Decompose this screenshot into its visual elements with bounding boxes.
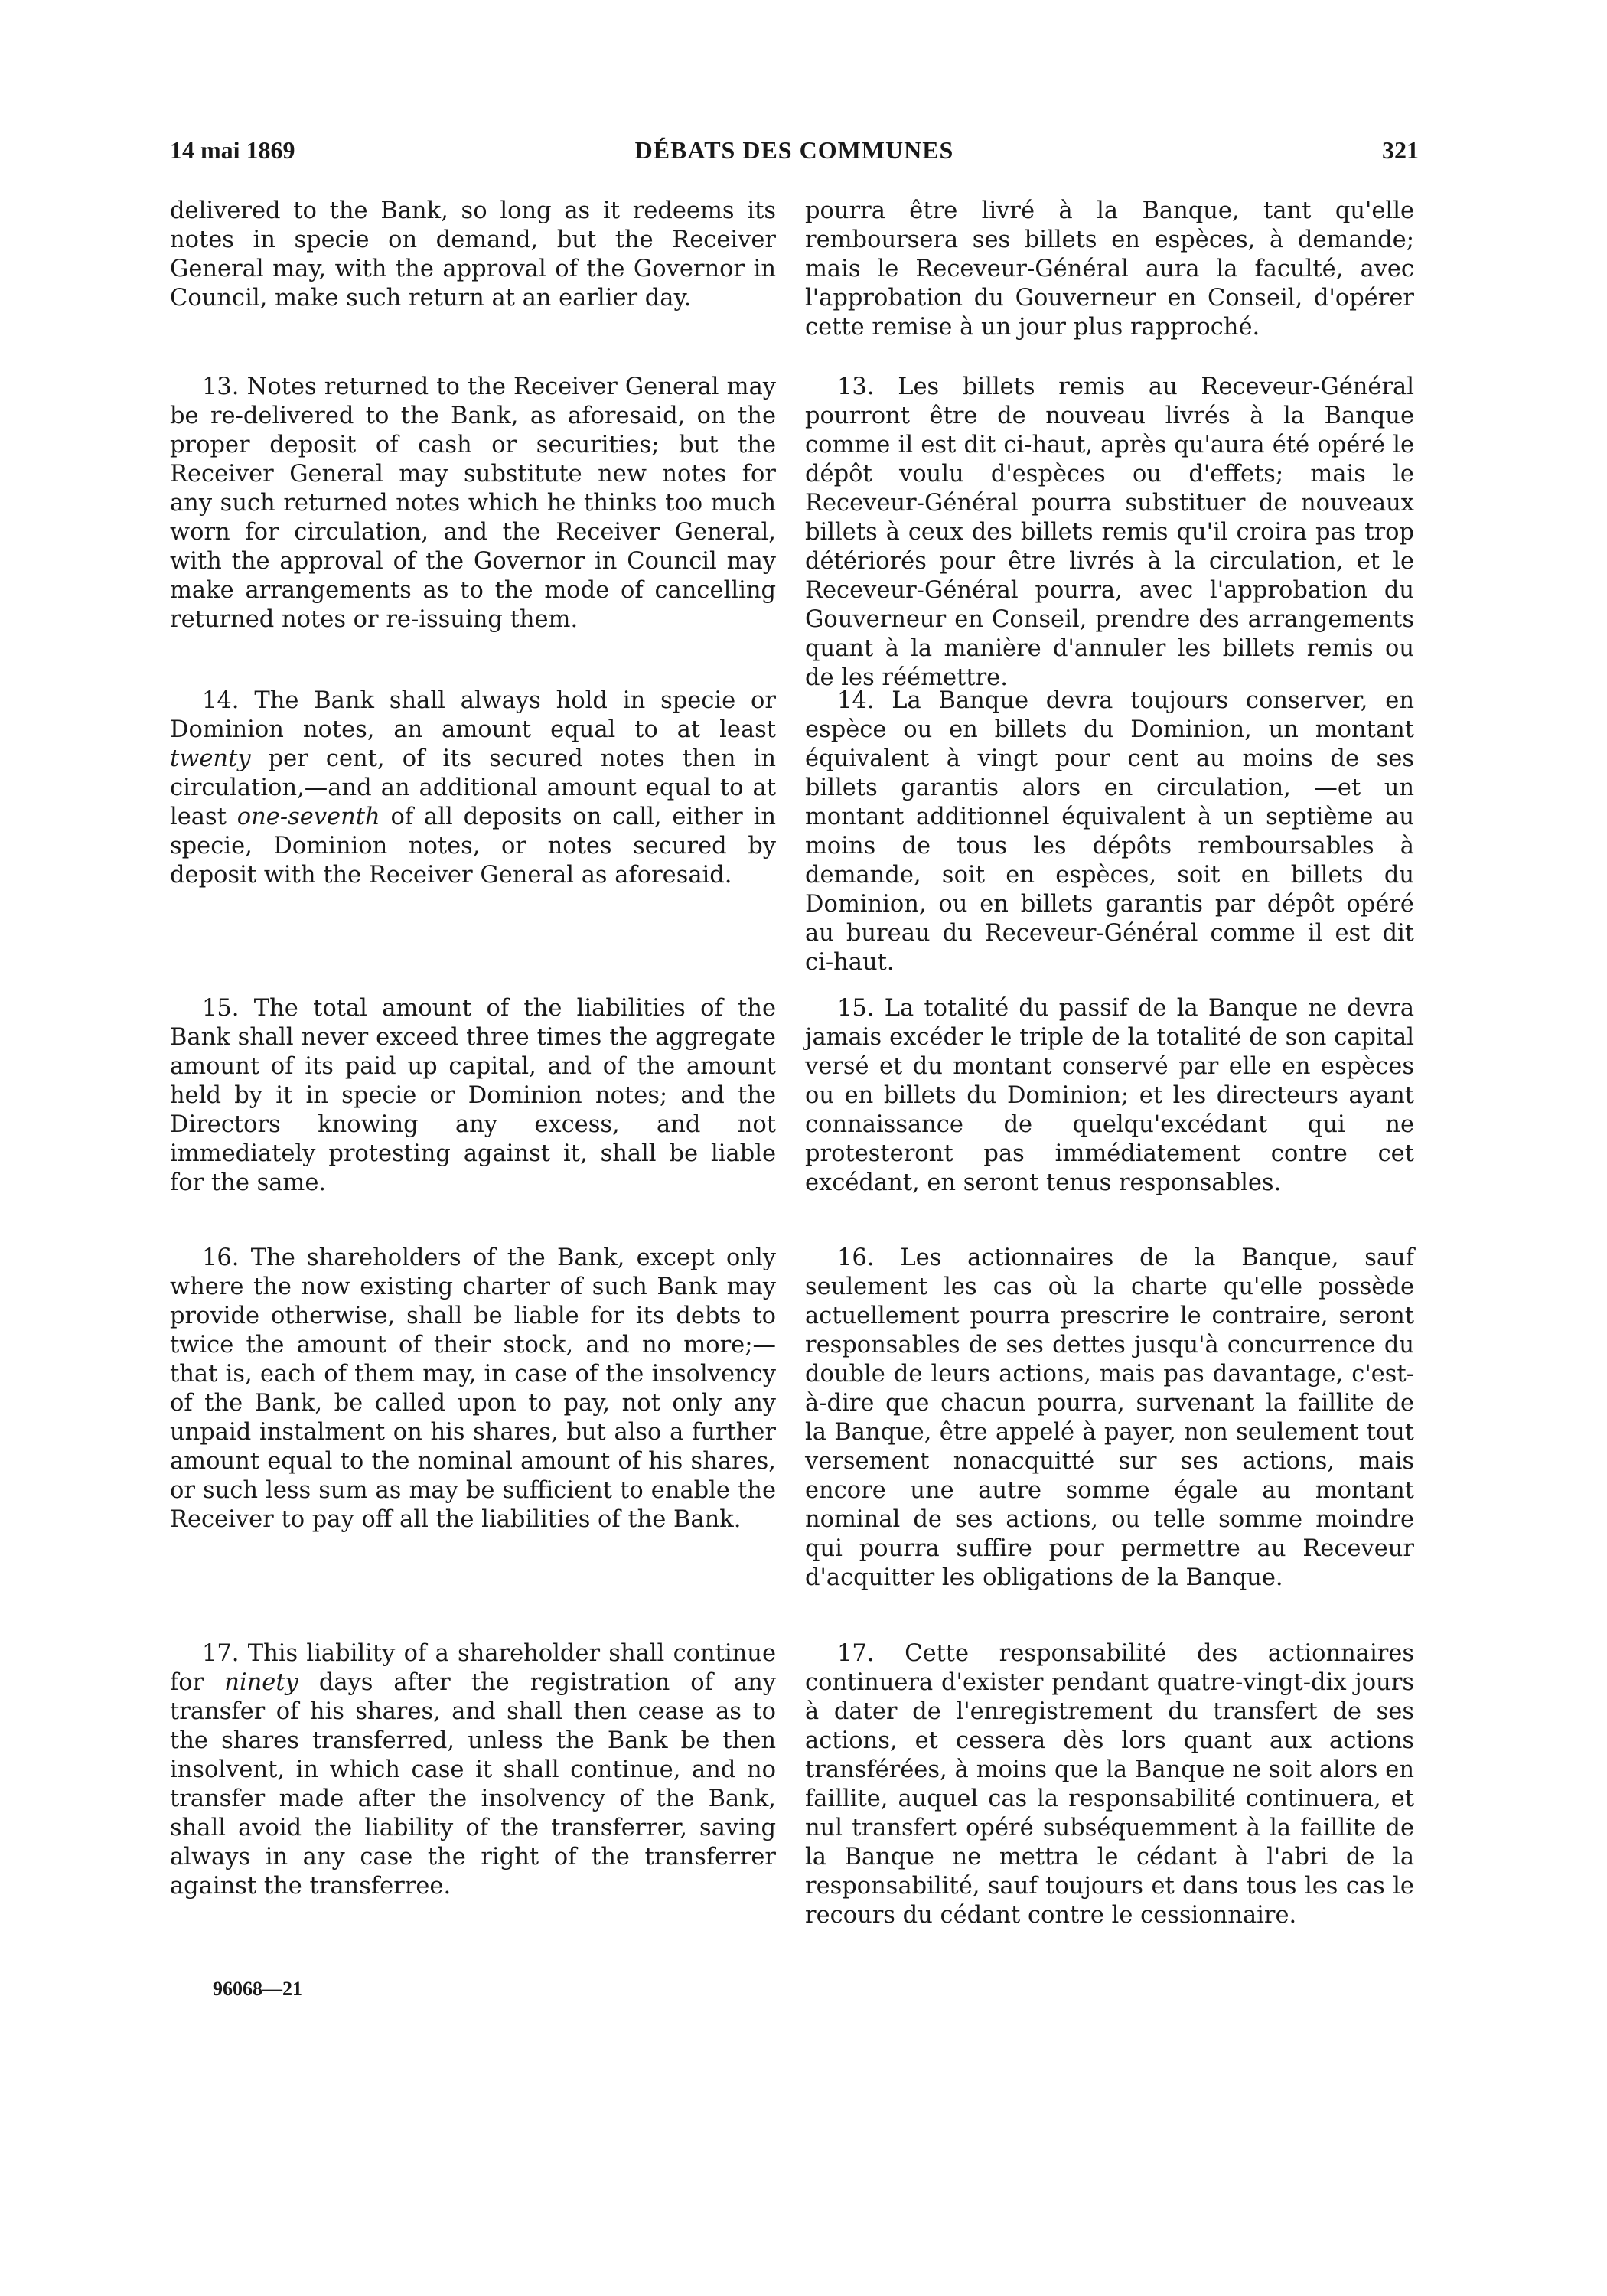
fr-paragraph-15-text: 15. La totalité du passif de la Banque ne devra jamais excéder le triple de la totalité de son capital versé et du montant conservé par elle en espèces ou en billets du Dominion; et les directeurs ayant connaissance de quelqu'excédant qui ne protesteront pas immédiatement contre cet excédant, en seront tenus responsables. [805, 995, 1414, 1196]
fr-paragraph-16-text: 16. Les actionnaires de la Banque, sauf seulement les cas où la charte qu'elle possède actuellement pourra prescrire le contraire, seront responsables de ses dettes jusqu'à concurrence du double de leurs actions, mais pas davantage, c'est-à-dire que chacun pourra, survenant la faillite de la Banque, être appelé à payer, non seulement tout versement nonacquitté sur ses actions, mais encore une autre somme égale au montant nominal de ses actions, ou telle somme moindre qui pourra suffire pour permettre au Receveur d'acquitter les obligations de la Banque. [805, 1244, 1414, 1591]
page-header [170, 136, 1419, 170]
en-paragraph-17-text-a: 17. This liability of a shareholder shall continue for [170, 1640, 776, 1696]
en-paragraph-14-text-c: of all deposits on call, either in specie, Dominion notes, or notes secured by deposit with the Receiver General as aforesaid. [170, 804, 776, 889]
fr-paragraph-14 [805, 687, 1414, 977]
en-paragraph-17-emphasis: ninety [224, 1669, 298, 1696]
header-date: 14 mai 1869 [170, 136, 295, 164]
en-paragraph-13-text: 13. Notes returned to the Receiver General may be re-delivered to the Bank, as aforesaid, on the proper deposit of cash or securities; but the Receiver General may substitute new notes for any such returned notes which he thinks too much worn for circulation, and the Receiver General, with the approval of the Governor in Council may make arrangements as to the mode of cancelling returned notes or re-issuing them. [170, 373, 776, 633]
header-title: DÉBATS DES COMMUNES [634, 136, 954, 164]
fr-paragraph-17-text: 17. Cette responsabilité des actionnaires continuera d'exister pendant quatre-vingt-dix jours à dater de l'enregistrement du transfert de ses actions, et cessera dès lors quant aux actions transférées, à moins que la Banque ne soit alors en faillite, auquel cas la responsabilité continuera, et nul transfert opéré subséquemment à la faillite de la Banque ne mettra le cédant à l'abri de la responsabilité, sauf toujours et dans tous les cas le recours du cédant contre le cessionnaire. [805, 1640, 1414, 1929]
fr-paragraph-16 [805, 1244, 1414, 1593]
fr-paragraph-12-continued: pourra être livré à la Banque, tant qu'elle remboursera ses billets en espèces, à demande; mais le Receveur-Général aura la faculté, avec l'approbation du Gouverneur en Conseil, d'opérer cette remise à un jour plus rapproché. [805, 197, 1414, 341]
en-paragraph-16 [170, 1244, 776, 1534]
en-paragraph-13 [170, 373, 776, 634]
en-paragraph-16-text: 16. The shareholders of the Bank, except only where the now existing charter of such Bank may provide otherwise, shall be liable for its debts to twice the amount of their stock, and no more;—that is, each of them may, in case of the insolvency of the Bank, be called upon to pay, not only any unpaid instalment on his shares, but also a further amount equal to the nominal amount of his shares, or such less sum as may be sufficient to enable the Receiver to pay off all the liabilities of the Bank. [170, 1244, 776, 1533]
fr-paragraph-17 [805, 1639, 1414, 1930]
fr-paragraph-13-text: 13. Les billets remis au Receveur-Général pourront être de nouveau livrés à la Banque comme il est dit ci-haut, après qu'aura été opéré le dépôt voulu d'espèces ou d'effets; mais le Receveur-Général pourra substituer de nouveaux billets à ceux des billets remis qu'il croira pas trop détériorés pour être livrés à la circulation, et le Receveur-Général pourra, avec l'approbation du Gouverneur en Conseil, prendre des arrangements quant à la manière d'annuler les billets remis ou de les réémettre. [805, 373, 1414, 691]
fr-paragraph-15 [805, 994, 1414, 1198]
en-paragraph-14 [170, 687, 776, 890]
en-paragraph-15-text: 15. The total amount of the liabilities of the Bank shall never exceed three times the aggregate amount of its paid up capital, and of the amount held by it in specie or Dominion notes; and the Directors knowing any excess, and not immediately protesting against it, shall be liable for the same. [170, 995, 776, 1196]
en-paragraph-17-text-b: days after the registration of any transfer of his shares, and shall then cease as to the shares transferred, unless the Bank be then insolvent, in which case it shall continue, and no transfer made after the insolvency of the Bank, shall avoid the liability of the transferrer, saving always in any case the right of the transferrer against the transferree. [170, 1669, 776, 1900]
fr-paragraph-14-text: 14. La Banque devra toujours conserver, en espèce ou en billets du Dominion, un montant équivalent à vingt pour cent au moins de ses billets garantis alors en circulation, —et un montant additionnel équivalent à un septième au moins de tous les dépôts remboursables à demande, soit en espèces, soit en billets du Dominion, ou en billets garantis par dépôt opéré au bureau du Receveur-Général comme il est dit ci-haut. [805, 687, 1414, 976]
footer-code: 96068—21 [213, 1978, 302, 2000]
en-paragraph-14-emphasis-2: one-seventh [236, 804, 380, 830]
en-paragraph-15 [170, 994, 776, 1198]
en-paragraph-17 [170, 1639, 776, 1901]
en-paragraph-14-text-a: 14. The Bank shall always hold in specie or Dominion notes, an amount equal to at least [170, 687, 776, 743]
en-paragraph-14-text-b: per cent, of its secured notes then in circulation,—and an additional amount equal to at least [170, 745, 776, 830]
fr-paragraph-13 [805, 373, 1414, 693]
en-paragraph-14-emphasis-1: twenty [170, 745, 251, 772]
en-paragraph-12-continued: delivered to the Bank, so long as it redeems its notes in specie on demand, but the Receiver General may, with the approval of the Governor in Council, make such return at an earlier day. [170, 197, 776, 311]
page-number: 321 [1382, 136, 1419, 164]
